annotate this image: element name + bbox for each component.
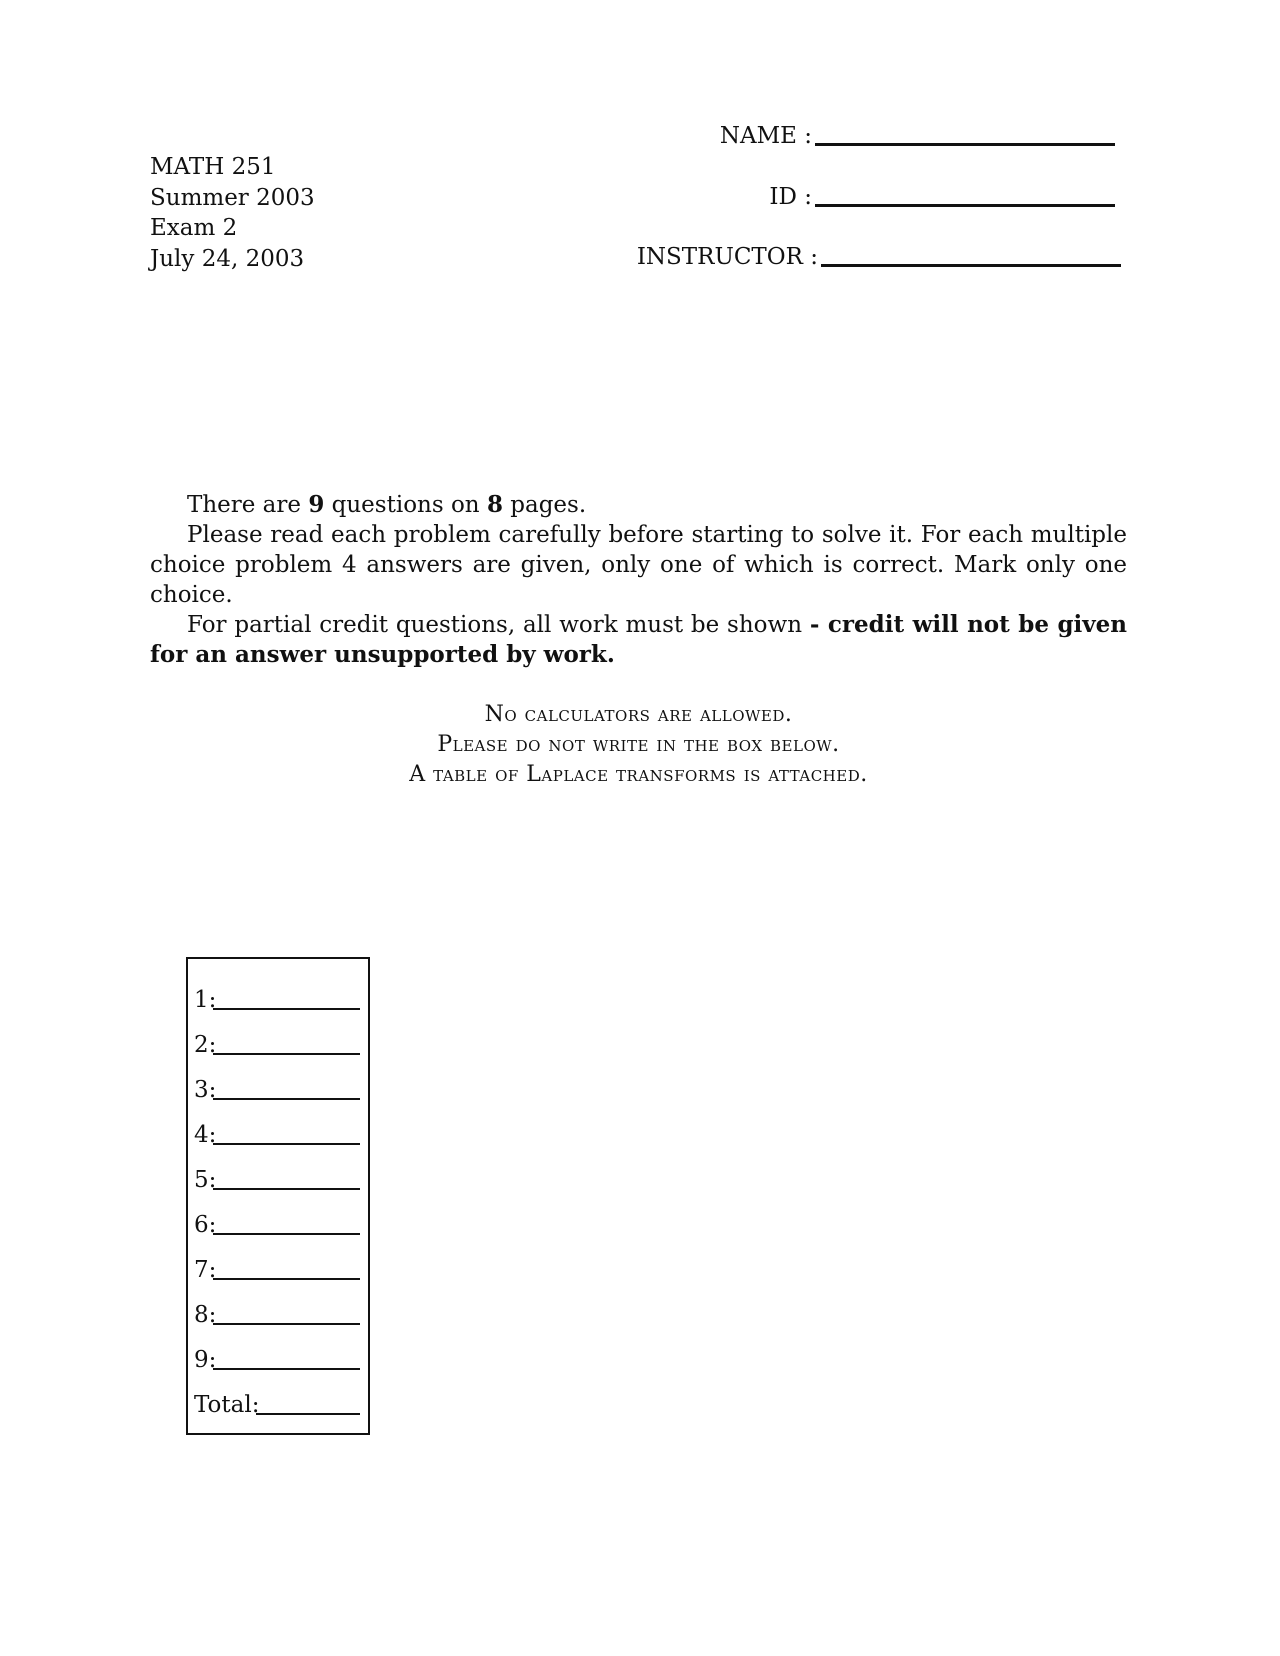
score-line-4: [213, 1143, 360, 1145]
score-line-9: [213, 1368, 360, 1370]
score-row-8: 8:: [194, 1302, 217, 1328]
notice-do-not-write: Please do not write in the box below.: [437, 732, 840, 757]
course-number: MATH 251: [150, 154, 276, 180]
notice-calculators: No calculators are allowed.: [484, 702, 793, 727]
score-line-6: [213, 1233, 360, 1235]
id-input-line[interactable]: [815, 204, 1115, 207]
course-info: [150, 152, 315, 274]
page-count: 8: [486, 491, 503, 518]
name-field: [600, 122, 812, 152]
score-line-7: [213, 1278, 360, 1280]
score-line-5: [213, 1188, 360, 1190]
instructions-paragraph-3: For partial credit questions, all work must be shown - credit will not be given for an answer unsupported by work.: [150, 611, 1128, 668]
score-row-7: 7:: [194, 1257, 217, 1283]
score-row-5: 5:: [194, 1167, 217, 1193]
question-count: 9: [308, 491, 325, 518]
instructions-paragraph-1: There are 9 questions on 8 pages.: [187, 491, 587, 518]
id-label: ID :: [769, 184, 812, 210]
score-row-6: 6:: [194, 1212, 217, 1238]
score-line-3: [213, 1098, 360, 1100]
instructions-paragraph-2: Please read each problem carefully before starting to solve it. For each multiple choice problem 4 answers are given, only one of which is correct. Mark only one choice.: [150, 522, 1127, 608]
score-row-1: 1:: [194, 987, 217, 1013]
exam-number: Exam 2: [150, 215, 238, 241]
name-label: NAME :: [719, 123, 812, 149]
score-row-total: Total:: [194, 1392, 260, 1418]
instructor-field: [600, 243, 818, 273]
course-term: Summer 2003: [150, 184, 315, 211]
score-row-2: 2:: [194, 1032, 217, 1058]
score-row-9: 9:: [194, 1347, 217, 1373]
score-row-4: 4:: [194, 1122, 217, 1148]
score-line-1: [213, 1008, 360, 1010]
exam-date: July 24, 2003: [150, 245, 305, 272]
score-line-total: [256, 1413, 360, 1415]
notices: [150, 700, 1127, 790]
credit-warning: - credit will not be given for an answer unsupported by work.: [150, 611, 1128, 668]
id-field: [600, 183, 812, 213]
name-input-line[interactable]: [815, 143, 1115, 146]
instructions: [150, 490, 1127, 670]
instructor-label: INSTRUCTOR :: [636, 244, 818, 270]
score-box: [186, 957, 370, 1435]
score-line-8: [213, 1323, 360, 1325]
notice-laplace-table: A table of Laplace transforms is attached.: [409, 762, 868, 787]
score-row-3: 3:: [194, 1077, 217, 1103]
instructor-input-line[interactable]: [821, 264, 1121, 267]
score-line-2: [213, 1053, 360, 1055]
